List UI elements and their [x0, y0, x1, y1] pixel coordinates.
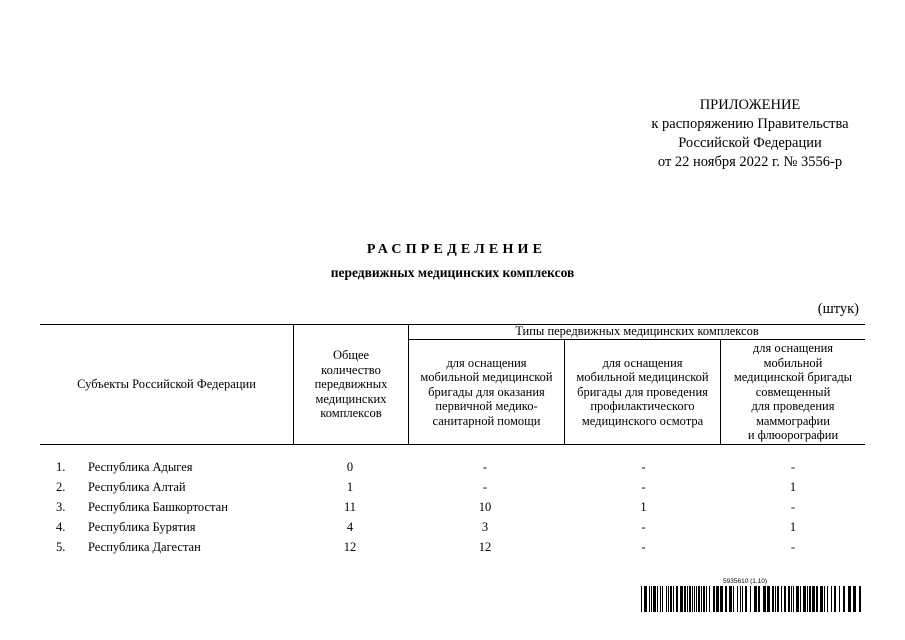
barcode-bar [713, 586, 715, 612]
header-type-primary-care: для оснащения мобильной медицинской бригады для оказания первичной медико- санитарной помощи [420, 355, 553, 428]
type2-count: - [641, 520, 646, 534]
barcode-bar [834, 586, 836, 612]
table-row [0, 520, 905, 540]
barcode-bar [644, 586, 647, 612]
barcode-bar [641, 586, 642, 612]
barcode-bar [703, 586, 705, 612]
type2-count: 1 [640, 500, 647, 514]
barcode-bar [848, 586, 851, 612]
barcode-bar [706, 586, 707, 612]
barcode-bar [694, 586, 695, 612]
region-name: Республика Алтай [88, 480, 186, 494]
barcode-bar [831, 586, 832, 612]
header-type-mammography-fluorography: для оснащения мобильной медицинской бригады совмещенный для проведения маммографии и флюорографии [733, 341, 853, 443]
barcode-bar [689, 586, 691, 612]
barcode-bar [750, 586, 751, 612]
appendix-heading: ПРИЛОЖЕНИЕ [699, 97, 801, 113]
region-name: Республика Дагестан [88, 540, 201, 554]
row-number: 2. [56, 480, 66, 494]
barcode-bar [709, 586, 710, 612]
barcode-bar [827, 586, 828, 612]
appendix-date-number: от 22 ноября 2022 г. № 3556-р [657, 154, 843, 170]
region-name: Республика Бурятия [88, 520, 196, 534]
total-count: 4 [346, 520, 354, 534]
barcode-bar [788, 586, 790, 612]
table-row [0, 540, 905, 560]
barcode-bar [720, 586, 723, 612]
barcode-bar [784, 586, 786, 612]
document-subtitle: передвижных медицинских комплексов [330, 265, 575, 280]
appendix-line: Российской Федерации [678, 135, 822, 151]
type3-count: 1 [789, 520, 797, 534]
type1-count: - [482, 460, 488, 474]
barcode-bar [824, 586, 825, 612]
appendix-block [600, 96, 900, 172]
header-type-preventive-exam: для оснащения мобильной медицинской бригады для проведения профилактического медицинского осмотра [576, 355, 709, 428]
barcode-bar [791, 586, 792, 612]
barcode-bar [660, 586, 661, 612]
row-number: 1. [56, 460, 66, 474]
barcode-bar [740, 586, 741, 612]
barcode-bar [809, 586, 811, 612]
barcode-bar [767, 586, 770, 612]
barcode-bar [662, 586, 663, 612]
barcode-bar [843, 586, 845, 612]
total-count: 12 [343, 540, 357, 554]
region-name: Республика Адыгея [88, 460, 193, 474]
barcode-bar [673, 586, 674, 612]
type1-count: 3 [481, 520, 489, 534]
region-name: Республика Башкортостан [88, 500, 228, 514]
barcode-label: 5935610 (1.10) [723, 578, 768, 585]
type3-count: - [790, 460, 796, 474]
total-count: 1 [346, 480, 354, 494]
type3-count: - [790, 540, 796, 554]
row-number: 4. [56, 520, 66, 534]
barcode-bar [680, 586, 683, 612]
total-count: 0 [346, 460, 354, 474]
barcode-bar [684, 586, 686, 612]
table-row [0, 460, 905, 480]
barcode-bar [772, 586, 774, 612]
barcode-bar [781, 586, 782, 612]
barcode-bar [816, 586, 818, 612]
total-count: 11 [343, 500, 357, 514]
barcode-bar [745, 586, 747, 612]
header-total: Общее количество передвижных медицинских комплексов [314, 348, 388, 421]
barcode-bar [649, 586, 650, 612]
type1-count: - [482, 480, 488, 494]
barcode-bar [807, 586, 808, 612]
barcode-bar [733, 586, 734, 612]
barcode-bar [657, 586, 658, 612]
header-subjects: Субъекты Российской Федерации [77, 377, 256, 392]
table-header-bottom-border [40, 444, 865, 445]
barcode-bar [859, 586, 861, 612]
barcode-bar [737, 586, 738, 612]
barcode-bar [793, 586, 794, 612]
barcode-bar [653, 586, 656, 612]
row-number: 3. [56, 500, 66, 514]
barcode-icon [641, 586, 861, 612]
barcode-bar [763, 586, 766, 612]
barcode-bar [701, 586, 702, 612]
type2-count: - [641, 540, 646, 554]
type3-count: 1 [789, 480, 797, 494]
barcode-bar [716, 586, 719, 612]
barcode-bar [698, 586, 700, 612]
type3-count: - [790, 500, 796, 514]
barcode-bar [676, 586, 678, 612]
barcode-bar [692, 586, 693, 612]
barcode-bar [651, 586, 652, 612]
barcode-bar [803, 586, 806, 612]
row-number: 5. [56, 540, 66, 554]
table-row [0, 480, 905, 500]
barcode-bar [839, 586, 840, 612]
barcode-bar [754, 586, 757, 612]
barcode-bar [670, 586, 672, 612]
type1-count: 12 [478, 540, 492, 554]
barcode-bar [668, 586, 669, 612]
type2-count: - [641, 460, 646, 474]
barcode-bar [729, 586, 732, 612]
appendix-line: к распоряжению Правительства [651, 116, 849, 132]
barcode-bar [666, 586, 667, 612]
header-types-group: Типы передвижных медицинских комплексов [515, 324, 759, 339]
type2-count: - [641, 480, 646, 494]
barcode-bar [796, 586, 799, 612]
barcode-bar [777, 586, 779, 612]
barcode-bar [696, 586, 697, 612]
document-title: РАСПРЕДЕЛЕНИЕ [366, 242, 547, 257]
barcode-bar [742, 586, 743, 612]
barcode-bar [687, 586, 688, 612]
barcode-bar [758, 586, 760, 612]
table-row [0, 500, 905, 520]
units-label: (штук) [817, 301, 859, 317]
barcode-bar [820, 586, 823, 612]
barcode-bar [775, 586, 776, 612]
barcode-bar [800, 586, 801, 612]
barcode-bar [812, 586, 815, 612]
type1-count: 10 [478, 500, 492, 514]
barcode-bar [853, 586, 856, 612]
barcode-bar [725, 586, 727, 612]
